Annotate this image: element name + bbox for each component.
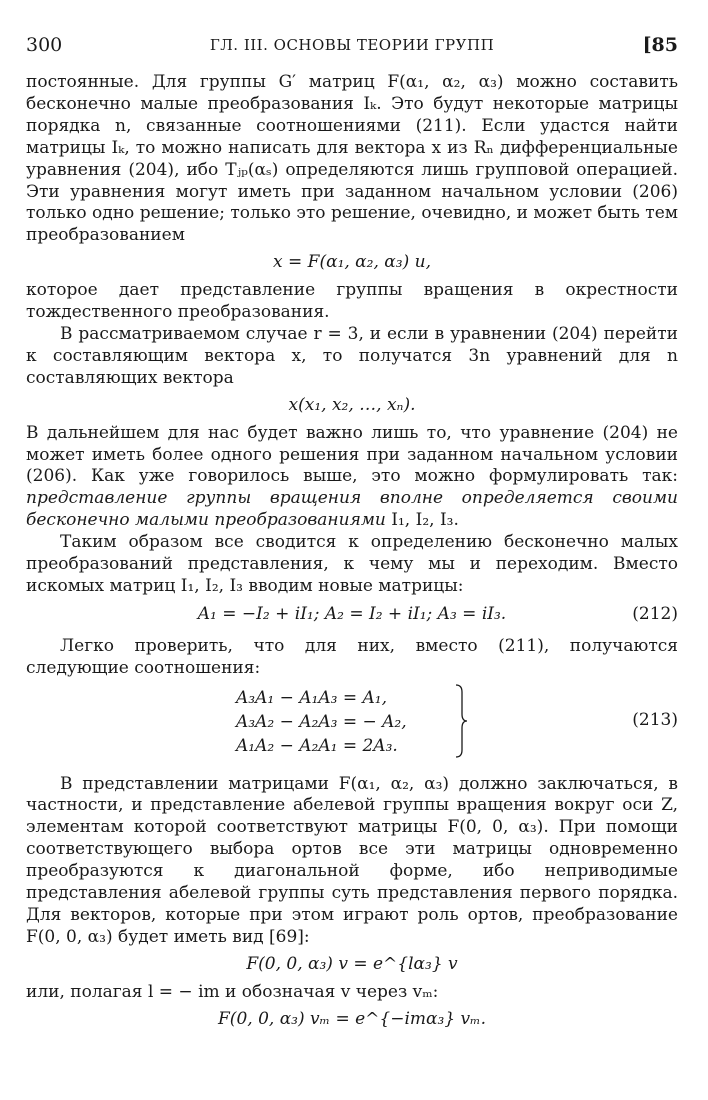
right-brace-icon — [454, 684, 468, 758]
paragraph: Легко проверить, что для них, вместо (211), получаются следующие соотношения: — [26, 635, 678, 678]
running-title: ГЛ. III. ОСНОВЫ ТЕОРИИ ГРУПП — [209, 36, 495, 54]
paragraph: В представлении матрицами F(α₁, α₂, α₃) должно заключаться, в частности, и представление абелевой группы вращения вокруг оси Z, элементам которой соответствуют матрицы F(0, 0, α₃). При помощи соответствующего выбора ортов все эти матрицы одновременно преобразуются к диагональной форме, ибо неприводимые представления абелевой группы суть представления первого порядка. Для векторов, которые при этом играют роль ортов, преобразование F(0, 0, α₃) будет иметь вид [69]: — [26, 773, 678, 947]
page-body — [26, 72, 678, 1031]
page-header — [26, 34, 678, 60]
page-number: 300 — [26, 34, 63, 56]
paragraph: Таким образом все сводится к определению бесконечно малых преобразований представления, к чему мы и переходим. Вместо искомых матриц I₁, I₂, I₃ вводим новые матрицы: — [26, 532, 678, 596]
equation-line: A₃A₂ − A₂A₃ = − A₂, — [236, 711, 407, 732]
equation-number: (213) — [632, 709, 678, 730]
equation-line: A₃A₁ − A₁A₃ = A₁, — [236, 687, 387, 708]
formula-display: F(0, 0, α₃) v = e^{lα₃} v — [246, 953, 458, 974]
formula-display: x = F(α₁, α₂, α₃) u, — [273, 252, 431, 273]
equation-body: A₁ = −I₂ + iI₁; A₂ = I₂ + iI₁; A₃ = iI₃. — [197, 603, 507, 624]
equation-212 — [26, 604, 678, 626]
formula-display: x(x₁, x₂, …, xₙ). — [288, 394, 416, 415]
paragraph-text: I₁, I₂, I₃. — [385, 510, 459, 531]
paragraph-text: В дальнейшем для нас будет важно лишь то, что уравнение (204) не может иметь более одного решения при заданном начальном условии (206). Как уже говорилось выше, это можно формулировать так: — [26, 422, 678, 487]
paragraph: постоянные. Для группы G′ матриц F(α₁, α₂, α₃) можно составить бесконечно малые преобразования Iₖ. Это будут некоторые матрицы порядка n, связанные соотношениями (211). Если удастся найти матрицы Iₖ, то можно написать для вектора x из Rₙ дифференциальные уравнения (204), ибо Tⱼₚ(αₛ) определяются лишь групповой операцией. Эти уравнения могут иметь при заданном начальном условии (206) только одно решение; только это решение, очевидно, и может быть тем преобразованием — [26, 72, 678, 246]
emphasized-statement: представление группы вращения вполне определяется своими бесконечно малыми преобразованиями — [26, 488, 678, 531]
equation-213 — [26, 684, 678, 762]
equation-number: (212) — [632, 603, 678, 624]
paragraph — [26, 423, 678, 533]
book-page — [26, 34, 678, 1037]
section-number: [85 — [642, 34, 678, 56]
paragraph: В рассматриваемом случае r = 3, и если в уравнении (204) перейти к составляющим вектора x, то получатся 3n уравнений для n составляющих вектора — [26, 323, 678, 388]
equation-line: A₁A₂ − A₂A₁ = 2A₃. — [236, 735, 398, 756]
paragraph: или, полагая l = − im и обозначая v через vₘ: — [26, 981, 439, 1002]
equation-system — [236, 686, 407, 758]
paragraph: которое дает представление группы вращения в окрестности тождественного преобразования. — [26, 280, 678, 323]
formula-display: F(0, 0, α₃) vₘ = e^{−imα₃} vₘ. — [218, 1008, 486, 1029]
